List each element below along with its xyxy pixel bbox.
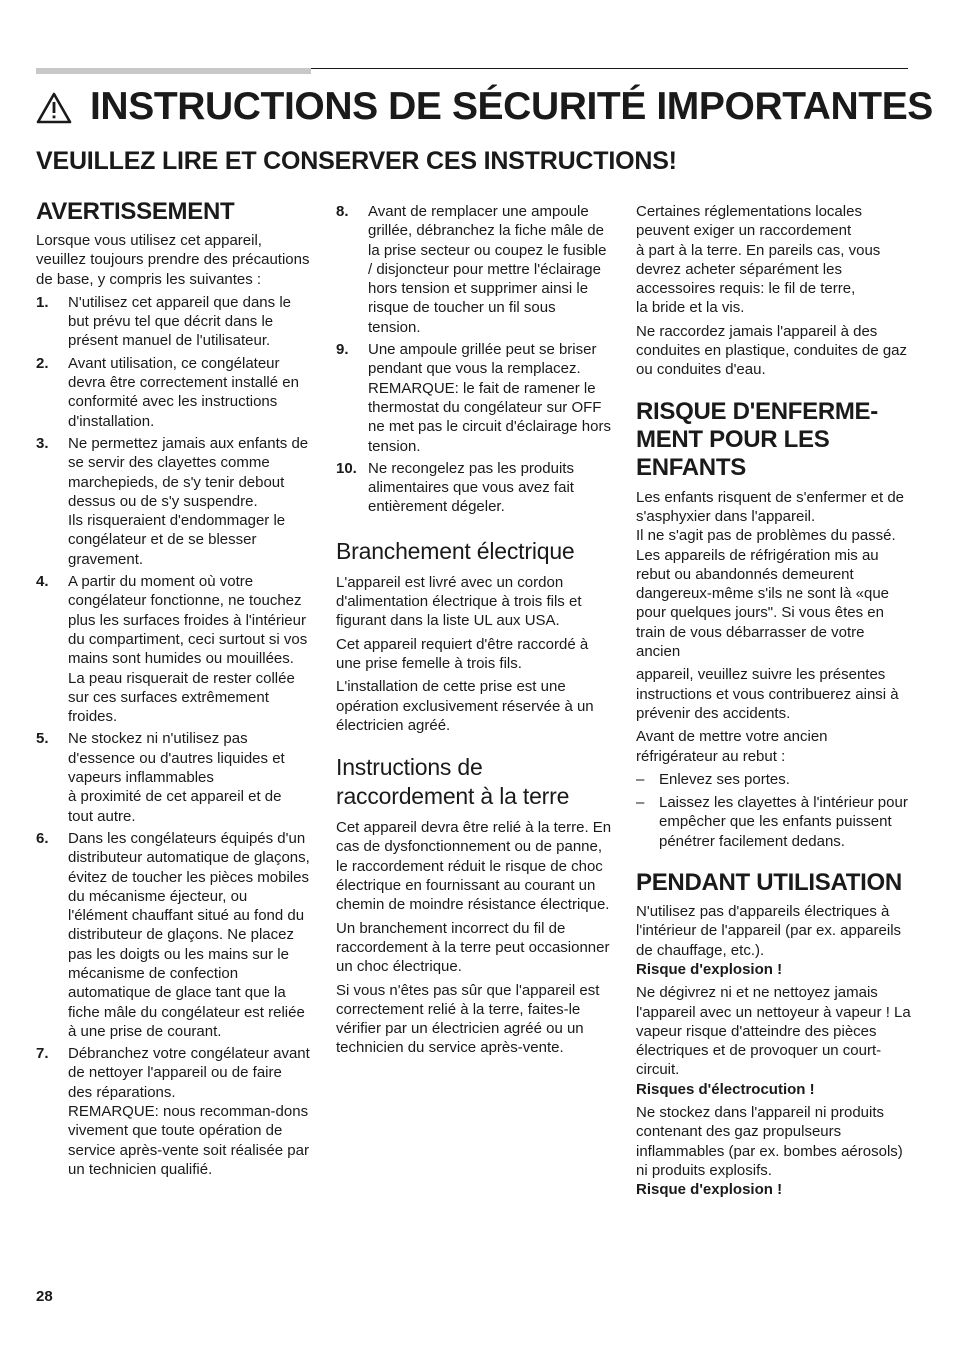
electrical-heading: Branchement électrique <box>336 537 575 564</box>
list-item-number: 8. <box>336 203 349 220</box>
grounding-paragraph: Si vous n'êtes pas sûr que l'appareil est correctement relié à la terre, faites-le vérifier par un électricien agréé ou un technicien du service après-vente. <box>336 981 600 1057</box>
list-item-text: Ne permettez jamais aux enfants de se servir des clayettes comme marchepieds, de s'y tenir debout dessus ou de s'y suspendre. Ils risqueraient d'endommager le congélateur et de se blesser gravement. <box>68 434 309 568</box>
list-item-number: 7. <box>36 1045 49 1063</box>
list-item <box>36 572 310 726</box>
list-item-number: 6. <box>36 829 49 847</box>
list-item-number: 5. <box>36 730 49 748</box>
list-item-text: A partir du moment où votre congélateur fonctionne, ne touchez plus les surfaces froides à l'intérieur du compartiment, ceci surtout si vos mains sont humides ou mouillées. La peau risquerait de rester collée sur ces surfaces extrêmement froides. <box>68 573 308 726</box>
list-item-text: Dans les congélateurs équipés d'un distributeur automatique de glaçons, évitez de toucher les pièces mobiles du mécanisme éjecteur, ou l'élément chauffant situé au fond du distributeur de glaçons. Ne placez pas les doigts ou les mains sur le mécanisme de confection automatique de glace tant que la fiche mâle du congélateur est reliée à une prise de courant. <box>68 829 310 1040</box>
column-3 <box>636 202 912 1203</box>
list-item-number: 9. <box>336 341 349 359</box>
list-item <box>636 770 912 789</box>
page-title-text: INSTRUCTIONS DE SÉCURITÉ IMPORTANTES <box>90 85 933 128</box>
list-item <box>636 793 912 851</box>
electrocution-warning: Risques d'électrocution ! <box>636 1080 815 1098</box>
list-item-number: 4. <box>36 573 49 591</box>
list-item-number: 2. <box>36 354 49 372</box>
child-risk-paragraph: appareil, veuillez suivre les présentes instructions et vous contribuerez ainsi à prévenir des accidents. <box>636 666 899 722</box>
header-rule-thin <box>311 68 908 69</box>
during-use-paragraph: N'utilisez pas d'appareils électriques à l'intérieur de l'appareil (par ex. appareils de chauffage, etc.). <box>636 903 902 959</box>
list-item <box>36 729 310 825</box>
list-item-number: 1. <box>36 293 49 311</box>
warning-list-continued <box>336 202 612 517</box>
child-risk-list <box>636 770 912 851</box>
list-item-text: Laissez les clayettes à l'intérieur pour empêcher que les enfants puissent pénétrer facilement dedans. <box>659 794 908 850</box>
explosion-warning: Risque d'explosion ! <box>636 960 783 978</box>
list-item <box>336 202 612 337</box>
column-2 <box>336 202 612 1062</box>
list-item-text: Enlevez ses portes. <box>659 770 790 788</box>
during-use-heading: PENDANT UTILISATION <box>636 869 902 897</box>
electrical-paragraph: L'installation de cette prise est une opération exclusivement réservée à un électricien agréé. <box>336 678 594 734</box>
list-item-text: Débranchez votre congélateur avant de nettoyer l'appareil ou de faire des réparations. REMARQUE: nous recomman-dons vivement que toute opération de service après-vente soit réalisée par un technicien qualifié. <box>68 1045 310 1178</box>
list-item-text: Ne recongelez pas les produits alimentaires que vous avez fait entièrement dégeler. <box>368 459 574 516</box>
during-use-paragraph: Ne dégivrez ni et ne nettoyez jamais l'appareil avec un nettoyeur à vapeur ! La vapeur risque d'atteindre des pièces électriques et de provoquer un court-circuit. <box>636 984 911 1079</box>
column-1 <box>36 198 310 1182</box>
grounding-paragraph: Certaines réglementations locales peuvent exiger un raccordement à part à la terre. En pareils cas, vous devrez acheter séparément les accessoires requis: le fil de terre, la bride et la vis. <box>636 203 881 317</box>
list-item <box>336 459 612 517</box>
grounding-paragraph: Un branchement incorrect du fil de raccordement à la terre peut occasionner un choc électrique. <box>336 919 610 976</box>
child-risk-paragraph: Avant de mettre votre ancien réfrigérateur au rebut : <box>636 728 828 765</box>
electrical-paragraph: L'appareil est livré avec un cordon d'alimentation électrique à trois fils et figurant dans la liste UL aux USA. <box>336 573 582 630</box>
during-use-paragraph: Ne stockez dans l'appareil ni produits contenant des gaz propulseurs inflammables (par ex. bombes aérosols) ni produits explosifs. <box>636 1103 903 1179</box>
warning-heading: AVERTISSEMENT <box>36 198 235 225</box>
explosion-warning: Risque d'explosion ! <box>636 1181 783 1199</box>
warning-intro: Lorsque vous utilisez cet appareil, veuillez toujours prendre des précautions de base, y compris les suivantes : <box>36 232 310 288</box>
list-item-text: Avant de remplacer une ampoule grillée, débranchez la fiche mâle de la prise secteur ou coupez le fusible / disjoncteur pour mettre l'éclairage hors tension et supprimer ainsi le risque de toucher un fil sous tension. <box>368 203 607 336</box>
grounding-paragraph: Ne raccordez jamais l'appareil à des conduites en plastique, conduites de gaz ou conduites d'eau. <box>636 322 908 379</box>
list-item <box>36 293 310 351</box>
page-title <box>36 84 933 130</box>
child-risk-paragraph: Les enfants risquent de s'enfermer et de s'asphyxier dans l'appareil. Il ne s'agit pas de problèmes du passé. Les appareils de réfrigération mis au rebut ou abandonnés demeurent dangereux-même s'ils ne sont là «que pour quelques jours". Si vous êtes en train de vous débarrasser de votre ancien <box>636 488 905 661</box>
page-number: 28 <box>36 1288 53 1305</box>
list-item-text: N'utilisez cet appareil que dans le but prévu tel que décrit dans le présent manuel de l'utilisateur. <box>68 293 291 350</box>
warning-list <box>36 293 310 1179</box>
list-item-number: 10. <box>336 459 357 477</box>
header-rule-thick <box>36 68 311 74</box>
list-item-text: Avant utilisation, ce congélateur devra être correctement installé en conformité avec les instructions d'installation. <box>68 354 299 430</box>
list-item <box>36 829 310 1041</box>
warning-triangle-icon <box>36 92 72 124</box>
list-item <box>36 434 310 569</box>
grounding-heading: Instructions de raccordement à la terre <box>336 754 570 810</box>
list-item <box>36 354 310 431</box>
grounding-paragraph: Cet appareil devra être relié à la terre. En cas de dysfonctionnement ou de panne, le raccordement réduit le risque de choc électrique en fournissant au courant un chemin de moindre résistance électrique. <box>336 819 612 914</box>
child-risk-heading: RISQUE D'ENFERME-MENT POUR LES ENFANTS <box>636 397 878 481</box>
list-item-text: Une ampoule grillée peut se briser pendant que vous la remplacez. REMARQUE: le fait de ramener le thermostat du congélateur sur OFF ne met pas le circuit d'éclairage hors tension. <box>368 341 611 455</box>
page-subtitle: VEUILLEZ LIRE ET CONSERVER CES INSTRUCTIONS! <box>36 147 677 175</box>
list-item-text: Ne stockez ni n'utilisez pas d'essence ou d'autres liquides et vapeurs inflammables à proximité de cet appareil et de tout autre. <box>68 730 285 825</box>
dash-bullet: – <box>636 770 645 788</box>
list-item <box>336 340 612 456</box>
list-item <box>36 1044 310 1179</box>
list-item-number: 3. <box>36 434 49 452</box>
electrical-paragraph: Cet appareil requiert d'être raccordé à une prise femelle à trois fils. <box>336 635 589 672</box>
dash-bullet: – <box>636 794 645 812</box>
